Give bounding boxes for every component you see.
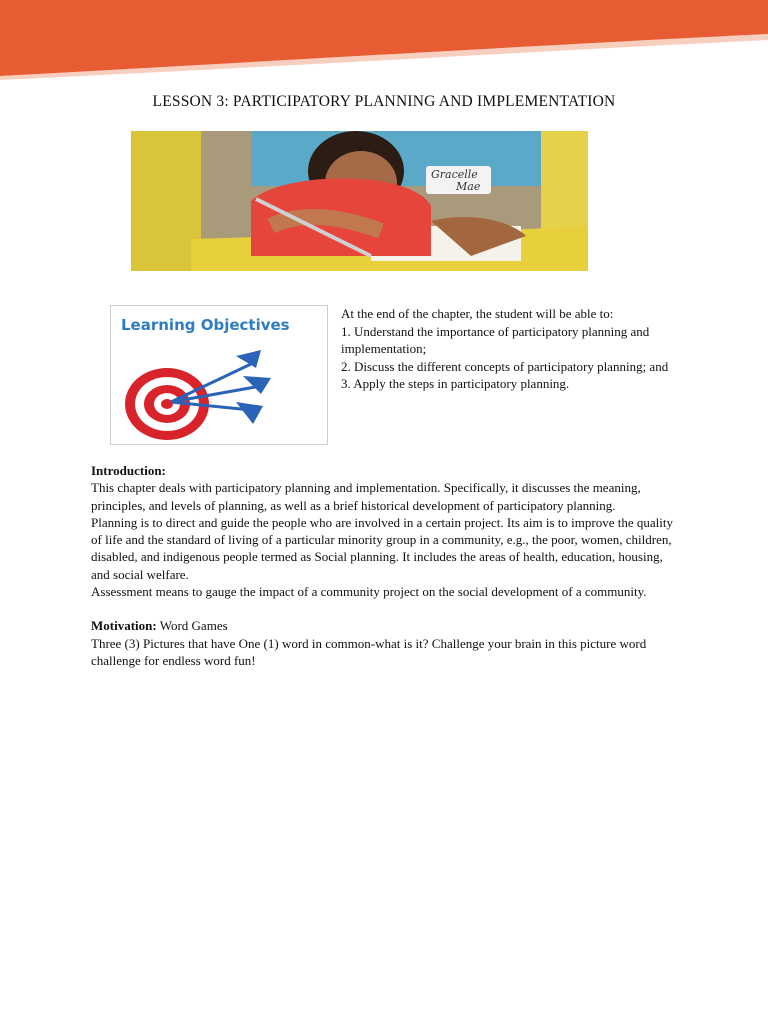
header-banner [0, 0, 768, 80]
lesson-title: LESSON 3: PARTICIPATORY PLANNING AND IMPLEMENTATION [152, 93, 616, 110]
objective-item-3: 3. Apply the steps in participatory planning. [341, 376, 570, 391]
name-tag-line1: Gracelle [431, 168, 478, 181]
objectives-text [341, 305, 671, 393]
lesson-photo [131, 131, 588, 271]
motivation-text: Three (3) Pictures that have One (1) word in common-what is it? Challenge your brain in this picture word challenge for endless word fun! [91, 635, 647, 668]
name-tag-line2: Mae [456, 180, 481, 193]
lesson-body [91, 462, 681, 669]
objective-item-2: 2. Discuss the different concepts of participatory planning; and [341, 358, 669, 374]
introduction-paragraph-2: Planning is to direct and guide the people who are involved in a certain project. Its aim is to improve the quality of life and the standard of living of a particular minority group in a community, e.g., the poor, women, children, disabled, and indigenous people termed as Social planning. It includes the areas of health, education, housing, and social welfare. [91, 514, 673, 582]
introduction-paragraph-3: Assessment means to gauge the impact of a community project on the social development of a community. [91, 584, 647, 600]
objectives-image-caption: Learning Objectives [121, 316, 290, 334]
objective-item-1: 1. Understand the importance of participatory planning and implementation; [341, 323, 650, 356]
motivation-heading: Motivation: [91, 618, 157, 634]
motivation-subtitle: Word Games [159, 618, 228, 634]
section-spacer [91, 600, 681, 617]
motivation-line [91, 617, 681, 634]
introduction-heading: Introduction: [91, 463, 166, 478]
objectives-intro: At the end of the chapter, the student will be able to: [341, 306, 614, 321]
learning-objectives-image [110, 305, 328, 445]
introduction-paragraph-1: This chapter deals with participatory planning and implementation. Specifically, it discusses the meaning, principles, and levels of planning, as well as a brief historical development of participatory planning. [91, 480, 641, 513]
